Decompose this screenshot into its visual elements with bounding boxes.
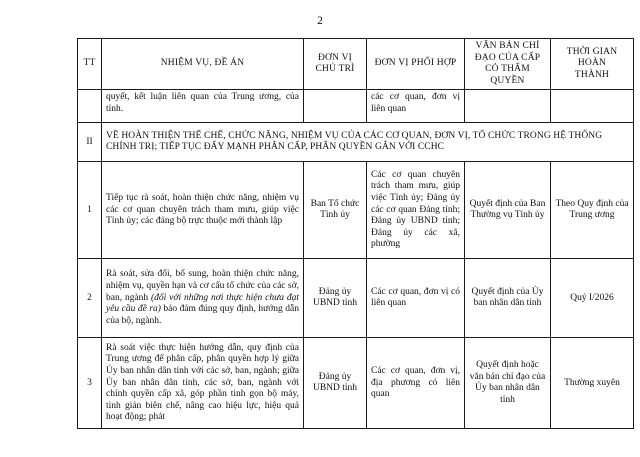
table-body [78, 90, 634, 429]
column-header-tt: TT [78, 39, 102, 90]
cell-lead-unit-2: Đảng ủy UBND tỉnh [304, 259, 367, 338]
cell-completion-time-1: Theo Quy định của Trung ương [551, 162, 634, 259]
cell-task-2 [102, 259, 304, 338]
table-row-continuation [78, 90, 634, 123]
column-header-completion-time-line1: THỜI GIAN [566, 46, 618, 57]
column-header-lead-unit-line1: ĐƠN VỊ [317, 52, 352, 63]
column-header-directive-document-line1: VĂN BẢN CHỈ [475, 41, 540, 51]
column-header-completion-time [551, 39, 634, 90]
cell-lead-unit-3: Đảng ủy UBND tỉnh [304, 338, 367, 429]
table-row [78, 162, 634, 259]
table-row-section-heading [78, 123, 634, 162]
table-row [78, 338, 634, 429]
column-header-directive-document [465, 39, 551, 90]
cell-lead-unit-1: Ban Tổ chức Tỉnh ủy [304, 162, 367, 259]
page-number: 2 [317, 15, 323, 27]
cell-task-2-part1: Rà soát, sửa đổi, bổ sung, hoàn thiện chức năng, nhiệm vụ, quyền hạn và cơ cấu tổ chức của các sở, ban, ngành [106, 269, 299, 303]
cell-completion-time-3: Thường xuyên [551, 338, 634, 429]
cell-tt-1: 1 [78, 162, 102, 259]
cell-tt-continuation [78, 90, 102, 123]
cell-completion-time-2: Quý I/2026 [551, 259, 634, 338]
column-header-directive-document-line2: ĐẠO CỦA CẤP [474, 52, 541, 63]
table-header [78, 39, 634, 90]
cell-tt-3: 3 [78, 338, 102, 429]
cell-directive-document-2: Quyết định của Ủy ban nhân dân tỉnh [465, 259, 551, 338]
column-header-coordinating-unit: ĐƠN VỊ PHỐI HỢP [367, 39, 465, 90]
cell-directive-document-1: Quyết định của Ban Thường vụ Tỉnh ủy [465, 162, 551, 259]
cell-coordinating-unit-2: Các cơ quan, đơn vị có liên quan [367, 259, 465, 338]
cell-lead-unit-continuation [304, 90, 367, 123]
cell-coordinating-unit-3: Các cơ quan, đơn vị, địa phương có liên quan [367, 338, 465, 429]
table-header-row [78, 39, 634, 90]
cell-task-3: Rà soát việc thực hiện hướng dẫn, quy định của Trung ương để phân cấp, phân quyền hợp lý giữa Ủy ban nhân dân tỉnh với các sở, ban, ngành; giữa Ủy ban nhân dân tỉnh, các sở, ban, ngành với chính quyền cấp xã, góp phần tinh gọn bộ máy, tinh giản biên chế, nâng cao hiệu lực, hiệu quả hoạt động; phát [102, 338, 304, 429]
column-header-lead-unit [304, 39, 367, 90]
cell-coordinating-unit-continuation: các cơ quan, đơn vị liên quan [367, 90, 465, 123]
cell-task-1: Tiếp tục rà soát, hoàn thiện chức năng, nhiệm vụ các cơ quan chuyên trách tham mưu, giúp việc Tỉnh ủy; các đảng bộ trực thuộc mới thành lập [102, 162, 304, 259]
column-header-completion-time-line2: HOÀN [577, 58, 607, 69]
column-header-directive-document-line4: QUYỀN [490, 75, 525, 86]
cell-task-2-italic-note: (đối với những nơi thực hiện chưa đạt yêu cầu đề ra) [106, 292, 299, 315]
column-header-completion-time-line3: THÀNH [574, 69, 610, 80]
cell-section-title: VỀ HOÀN THIỆN THỂ CHẾ, CHỨC NĂNG, NHIỆM VỤ CỦA CÁC CƠ QUAN, ĐƠN VỊ, TỔ CHỨC TRONG HỆ THỐNG CHÍNH TRỊ; TIẾP TỤC ĐẨY MẠNH PHÂN CẤP, PHÂN QUYỀN GẮN VỚI CCHC [102, 123, 634, 162]
cell-directive-document-3: Quyết định hoặc văn bản chỉ đạo của Ủy ban nhân dân tỉnh [465, 338, 551, 429]
cell-task-continuation: quyết, kết luận liên quan của Trung ương, của tỉnh. [102, 90, 304, 123]
table-row [78, 259, 634, 338]
task-assignment-table [77, 38, 634, 429]
cell-completion-time-continuation [551, 90, 634, 123]
column-header-directive-document-line3: CÓ THẨM [485, 64, 530, 75]
cell-tt-2: 2 [78, 259, 102, 338]
cell-section-number: II [78, 123, 102, 162]
cell-task-2-part2: bảo đảm đúng quy định, hướng dẫn của bộ, ngành. [106, 304, 299, 326]
column-header-task: NHIỆM VỤ, ĐỀ ÁN [102, 39, 304, 90]
cell-coordinating-unit-1: Các cơ quan chuyên trách tham mưu, giúp việc Tỉnh ủy; Đảng ủy các cơ quan Đảng tỉnh; Đảng ủy UBND tỉnh; Đảng ủy các xã, phường [367, 162, 465, 259]
column-header-lead-unit-line2: CHỦ TRÌ [315, 64, 355, 75]
cell-directive-document-continuation [465, 90, 551, 123]
